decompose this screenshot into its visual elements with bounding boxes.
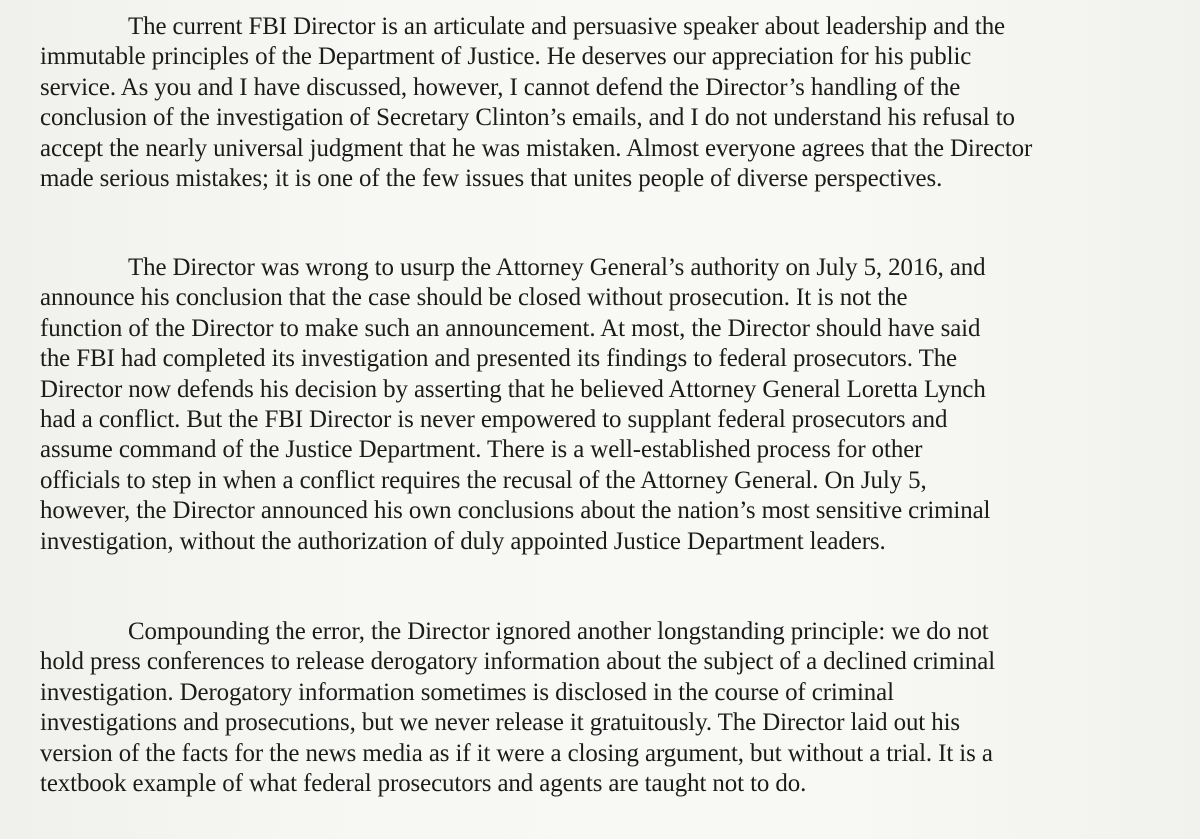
text-line: textbook example of what federal prosecutors and agents are taught not to do. (40, 769, 807, 797)
text-line: accept the nearly universal judgment that he was mistaken. Almost everyone agrees that the Director (40, 134, 1033, 162)
text-line: investigation. Derogatory information sometimes is disclosed in the course of criminal (40, 678, 894, 706)
text-line: however, the Director announced his own conclusions about the nation’s most sensitive criminal (40, 497, 991, 525)
text-line: officials to step in when a conflict requires the recusal of the Attorney General. On July 5, (40, 466, 927, 494)
paragraph-3 (0, 617, 1200, 799)
text-line: conclusion of the investigation of Secretary Clinton’s emails, and I do not understand his refusal to (40, 104, 1015, 132)
text-line: investigations and prosecutions, but we never release it gratuitously. The Director laid out his (40, 709, 961, 737)
text-line: The current FBI Director is an articulate and persuasive speaker about leadership and the (128, 13, 1005, 40)
text-line: version of the facts for the news media as if it were a closing argument, but without a trial. It is a (40, 739, 993, 767)
text-line: Director now defends his decision by asserting that he believed Attorney General Loretta Lynch (40, 375, 986, 403)
paragraph-1 (0, 12, 1200, 194)
text-line: investigation, without the authorization of duly appointed Justice Department leaders. (40, 527, 886, 555)
text-line: immutable principles of the Department of Justice. He deserves our appreciation for his public (40, 43, 972, 71)
text-line: made serious mistakes; it is one of the few issues that unites people of diverse perspectives. (40, 164, 943, 192)
text-line: hold press conferences to release derogatory information about the subject of a declined criminal (40, 648, 996, 676)
text-line: function of the Director to make such an announcement. At most, the Director should have said (40, 314, 981, 342)
text-line: assume command of the Justice Department. There is a well-established process for other (40, 436, 923, 464)
text-line: Compounding the error, the Director ignored another longstanding principle: we do not (128, 618, 989, 645)
text-line: announce his conclusion that the case should be closed without prosecution. It is not the (40, 284, 908, 312)
text-line: The Director was wrong to usurp the Attorney General’s authority on July 5, 2016, and (128, 254, 986, 281)
text-line: had a conflict. But the FBI Director is never empowered to supplant federal prosecutors and (40, 405, 948, 433)
paragraph-2 (0, 253, 1200, 557)
text-line: service. As you and I have discussed, however, I cannot defend the Director’s handling of the (40, 73, 961, 101)
text-line: the FBI had completed its investigation and presented its findings to federal prosecutors. The (40, 345, 957, 373)
